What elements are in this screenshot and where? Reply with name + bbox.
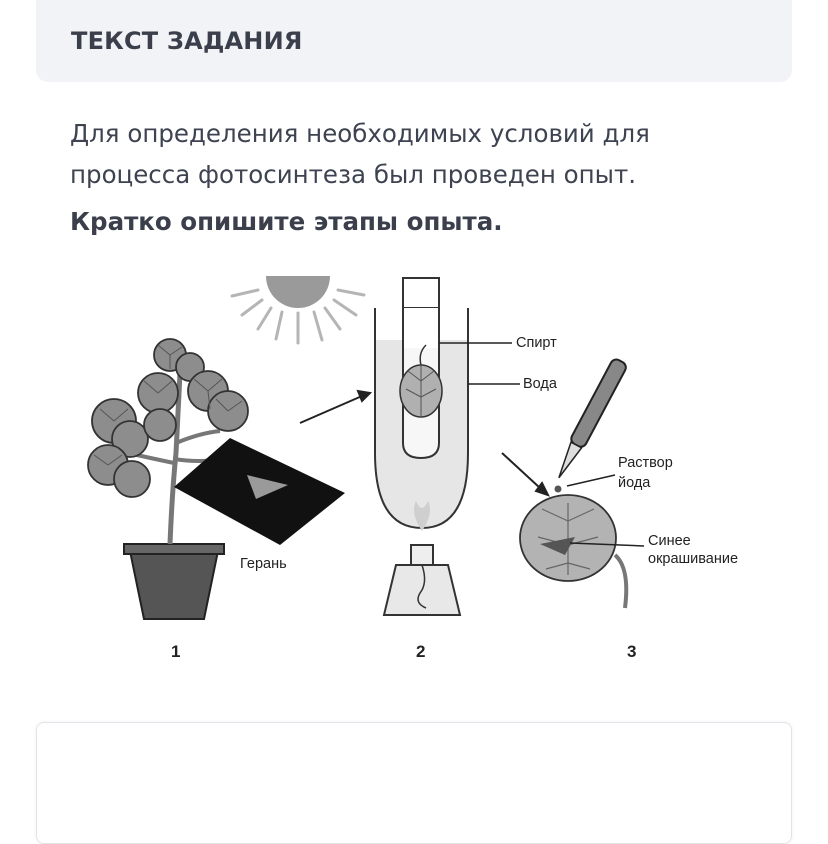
step-number-1: 1: [171, 642, 181, 661]
label-plant: Герань: [240, 556, 287, 572]
task-text-line-1: Для определения необходимых условий для: [70, 119, 650, 148]
label-alcohol: Спирт: [516, 335, 557, 351]
label-blue-line-1: Синее: [648, 533, 691, 549]
answer-input[interactable]: [36, 722, 792, 844]
geranium-plant: [88, 339, 345, 619]
label-iodine-line-2: йода: [618, 475, 651, 491]
label-blue-line-2: окрашивание: [648, 551, 739, 567]
sun-icon: [232, 276, 364, 343]
task-text-line-2: процесса фотосинтеза был проведен опыт.: [70, 160, 637, 189]
header-title: ТЕКСТ ЗАДАНИЯ: [71, 27, 303, 55]
experiment-figure: [70, 263, 739, 663]
label-water: Вода: [523, 376, 557, 392]
water-bath-apparatus: [375, 278, 520, 615]
step-number-3: 3: [627, 642, 637, 661]
label-iodine-line-1: Раствор: [618, 455, 673, 471]
experiment-illustration: [70, 263, 739, 663]
task-text: [70, 113, 770, 195]
arrow-step-2-to-3: [502, 453, 548, 495]
step-number-2: 2: [416, 642, 426, 661]
task-instruction: Кратко опишите этапы опыта.: [70, 207, 503, 236]
arrow-step-1-to-2: [300, 391, 370, 423]
task-header: [36, 0, 792, 82]
